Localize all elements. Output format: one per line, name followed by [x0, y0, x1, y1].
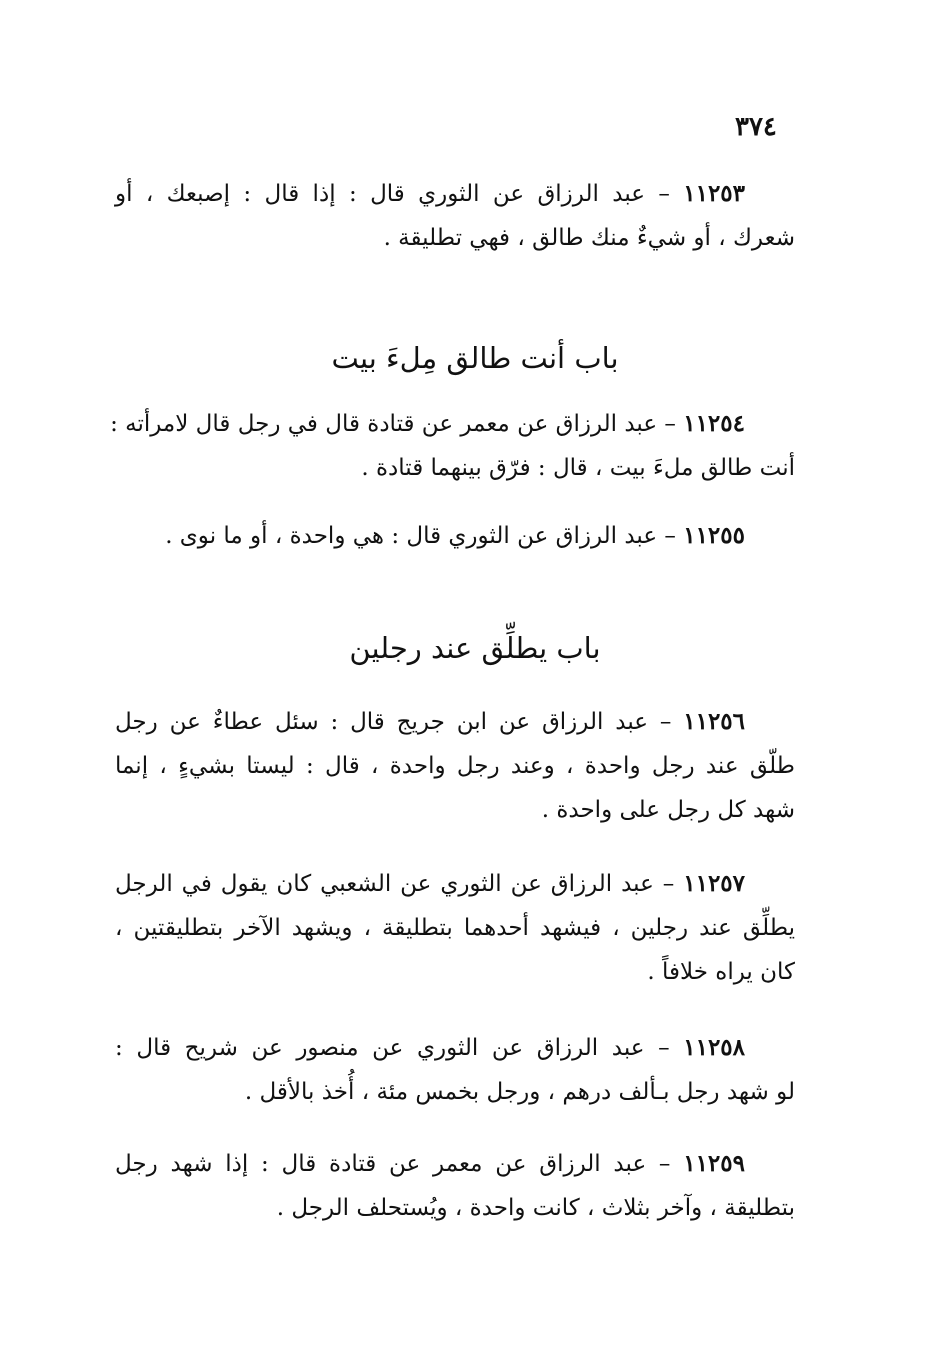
- chapter-heading: باب أنت طالق مِلءَ بيت: [331, 341, 619, 375]
- hadith-number: ١١٢٥٩: [683, 1150, 745, 1177]
- hadith-text: – عبد الرزاق عن الثوري عن الشعبي كان يقول في الرجل: [115, 871, 675, 897]
- hadith-line: طلّق عند رجل واحدة ، وعند رجل واحدة ، قال : ليستا بشيءٍ ، إنما: [115, 753, 795, 779]
- hadith-line: [115, 1142, 795, 1186]
- hadith-line: بتطليقة ، وآخر بثلاث ، كانت واحدة ، ويُستحلف الرجل .: [276, 1195, 795, 1221]
- hadith-number: ١١٢٥٤: [683, 410, 745, 437]
- hadith-line: [115, 700, 795, 744]
- hadith-line: أنت طالق ملءَ بيت ، قال : فرّق بينهما قتادة .: [361, 455, 795, 481]
- hadith-line: [110, 402, 795, 446]
- hadith-line: [115, 862, 795, 906]
- hadith-11253: [115, 172, 795, 260]
- hadith-line: كان يراه خلافاً .: [647, 959, 795, 985]
- hadith-11257: [115, 862, 795, 994]
- hadith-11256: [115, 700, 795, 832]
- hadith-text: – عبد الرزاق عن معمر عن قتادة قال : إذا شهد رجل: [115, 1151, 671, 1177]
- hadith-text: – عبد الرزاق عن الثوري عن منصور عن شريح قال :: [115, 1035, 670, 1061]
- hadith-number: ١١٢٥٣: [683, 180, 746, 207]
- hadith-11258: [115, 1026, 795, 1114]
- hadith-number: ١١٢٥٦: [683, 708, 746, 735]
- hadith-number: ١١٢٥٧: [683, 870, 746, 897]
- hadith-line: يطلِّق عند رجلين ، فيشهد أحدهما بتطليقة ، ويشهد الآخر بتطليقتين ،: [115, 915, 795, 941]
- hadith-line: شهد كل رجل على واحدة .: [541, 797, 795, 823]
- hadith-line: [115, 1026, 795, 1070]
- hadith-text: – عبد الرزاق عن معمر عن قتادة قال في رجل قال لامرأته :: [110, 411, 676, 437]
- hadith-text: – عبد الرزاق عن الثوري قال : هي واحدة ، أو ما نوى .: [165, 523, 676, 549]
- hadith-number: ١١٢٥٥: [683, 522, 745, 549]
- hadith-11255: [115, 514, 795, 558]
- hadith-11259: [115, 1142, 795, 1230]
- hadith-text: – عبد الرزاق عن ابن جريج قال : سئل عطاءٌ عن رجل: [115, 709, 672, 735]
- hadith-line: [115, 514, 795, 558]
- hadith-text: – عبد الرزاق عن الثوري قال : إذا قال : إصبعك ، أو: [115, 181, 670, 207]
- hadith-number: ١١٢٥٨: [683, 1034, 746, 1061]
- hadith-11254: [110, 402, 795, 490]
- hadith-line: [115, 172, 795, 216]
- page-number: ٣٧٤: [735, 112, 777, 142]
- hadith-line: شعرك ، أو شيءٌ منك طالق ، فهي تطليقة .: [383, 225, 795, 251]
- hadith-line: لو شهد رجل بـألف درهم ، ورجل بخمس مئة ، أُخذ بالأقل .: [244, 1079, 795, 1105]
- chapter-heading: باب يطلِّق عند رجلين: [349, 631, 601, 665]
